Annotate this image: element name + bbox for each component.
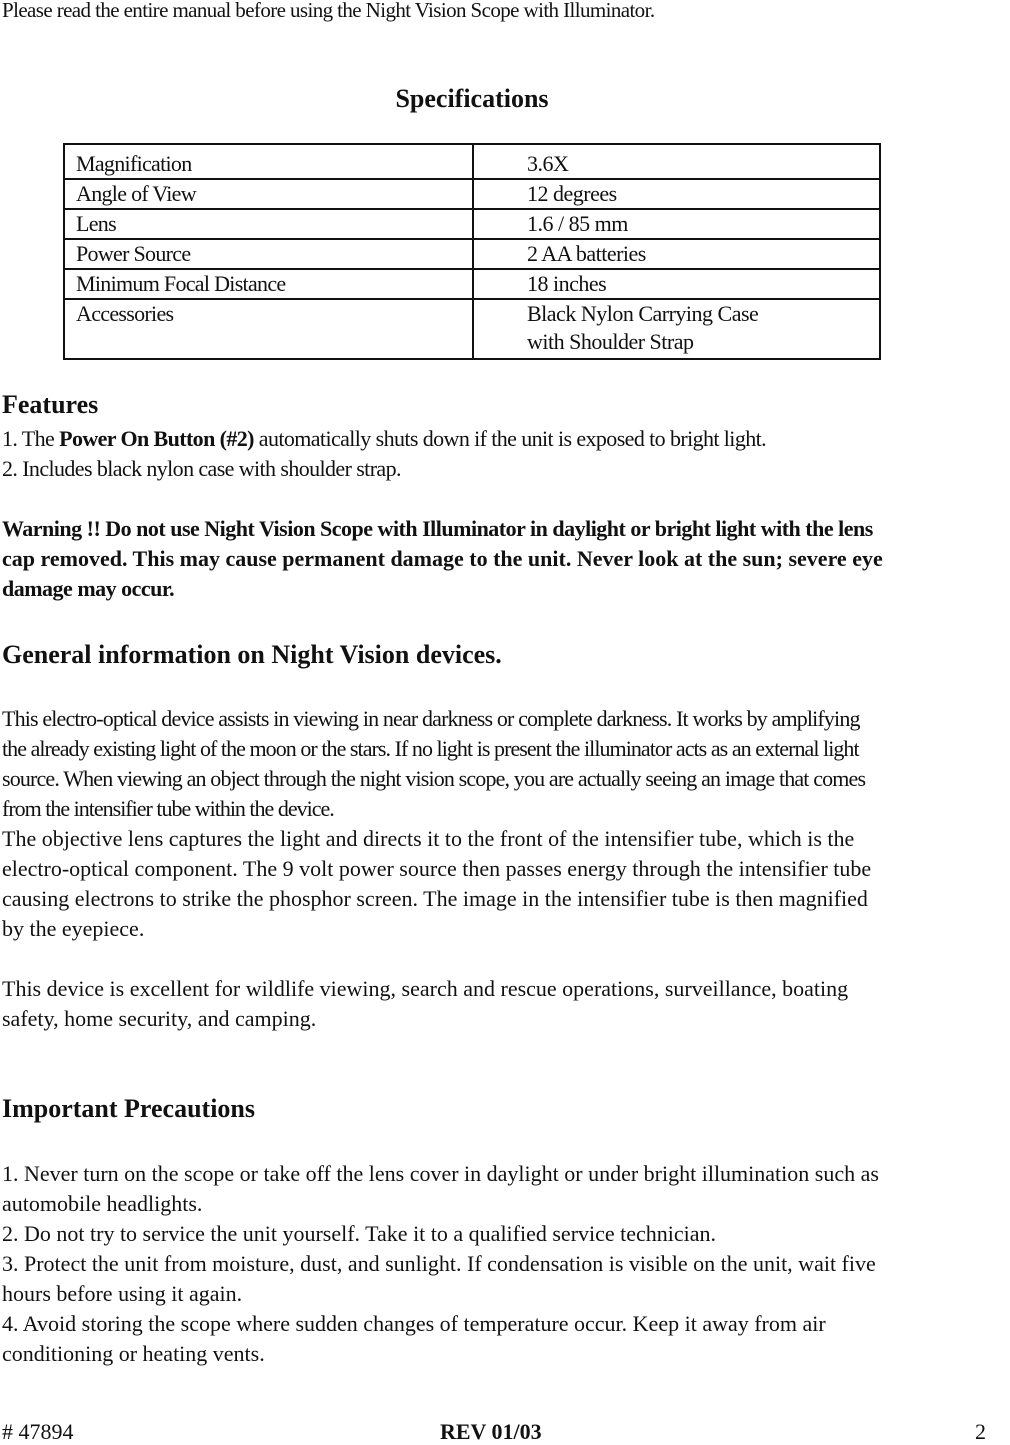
paragraph-line: source. When viewing an object through the night vision scope, you are actually seeing an image that comes [2, 766, 866, 791]
general-info-title: General information on Night Vision devices. [2, 640, 502, 669]
table-row [64, 144, 880, 179]
spec-label: Minimum Focal Distance [64, 269, 473, 299]
warning-line: Warning !! Do not use Night Vision Scope with Illuminator in daylight or bright light with the lens [2, 516, 873, 541]
spec-label: Lens [64, 209, 473, 239]
feature-prefix: 1. The [2, 426, 60, 451]
spec-label: Magnification [64, 144, 473, 179]
spec-value: 18 inches [473, 269, 880, 299]
feature-text: automatically shuts down if the unit is exposed to bright light. [253, 426, 767, 451]
paragraph-line: the already existing light of the moon or the stars. If no light is present the illuminator acts as an external light [2, 736, 859, 761]
paragraph-line: by the eyepiece. [2, 916, 145, 941]
table-row [64, 179, 880, 209]
spec-value: 12 degrees [473, 179, 880, 209]
spec-value-line: with Shoulder Strap [527, 329, 694, 354]
specifications-table [63, 143, 881, 360]
table-row [64, 269, 880, 299]
spec-value: 3.6X [473, 144, 880, 179]
features-title: Features [2, 390, 99, 419]
precaution-line: 1. Never turn on the scope or take off the lens cover in daylight or under bright illumination such as [2, 1161, 879, 1186]
paragraph-line: electro-optical component. The 9 volt power source then passes energy through the intensifier tube [2, 856, 872, 881]
precaution-line: 4. Avoid storing the scope where sudden changes of temperature occur. Keep it away from air [2, 1311, 826, 1336]
precaution-line: hours before using it again. [2, 1281, 243, 1306]
paragraph-line: safety, home security, and camping. [2, 1006, 317, 1031]
power-button-label: Power On Button (#2) [59, 426, 254, 451]
specifications-title: Specifications [395, 84, 549, 113]
part-number: # 47894 [2, 1419, 74, 1444]
precaution-line: automobile headlights. [2, 1191, 203, 1216]
spec-value [473, 299, 880, 359]
table-row [64, 209, 880, 239]
paragraph-line: causing electrons to strike the phosphor screen. The image in the intensifier tube is then magnified [2, 886, 868, 911]
precautions-title: Important Precautions [2, 1094, 256, 1123]
warning-line: cap removed. This may cause permanent damage to the unit. Never look at the sun; severe eye [2, 546, 883, 571]
table-row [64, 239, 880, 269]
intro-text: Please read the entire manual before using the Night Vision Scope with Illuminator. [2, 0, 655, 22]
spec-label: Angle of View [64, 179, 473, 209]
precaution-line: 3. Protect the unit from moisture, dust, and sunlight. If condensation is visible on the unit, wait five [2, 1251, 876, 1276]
paragraph-line: This electro-optical device assists in viewing in near darkness or complete darkness. It works by amplifying [2, 706, 860, 731]
paragraph-line: from the intensifier tube within the device. [2, 796, 334, 821]
spec-label: Accessories [64, 299, 473, 359]
precaution-line: conditioning or heating vents. [2, 1341, 265, 1366]
spec-value: 1.6 / 85 mm [473, 209, 880, 239]
precaution-line: 2. Do not try to service the unit yourself. Take it to a qualified service technician. [2, 1221, 717, 1246]
page-number: 2 [975, 1419, 986, 1444]
feature-item-1 [2, 424, 766, 454]
warning-line: damage may occur. [2, 576, 175, 601]
spec-value-line: Black Nylon Carrying Case [527, 301, 759, 326]
paragraph-line: The objective lens captures the light and directs it to the front of the intensifier tube, which is the [2, 826, 855, 851]
paragraph-line: This device is excellent for wildlife viewing, search and rescue operations, surveillance, boating [2, 976, 849, 1001]
spec-value: 2 AA batteries [473, 239, 880, 269]
feature-item-2: 2. Includes black nylon case with shoulder strap. [2, 456, 401, 481]
spec-label: Power Source [64, 239, 473, 269]
table-row [64, 299, 880, 359]
revision-label: REV 01/03 [440, 1419, 542, 1444]
